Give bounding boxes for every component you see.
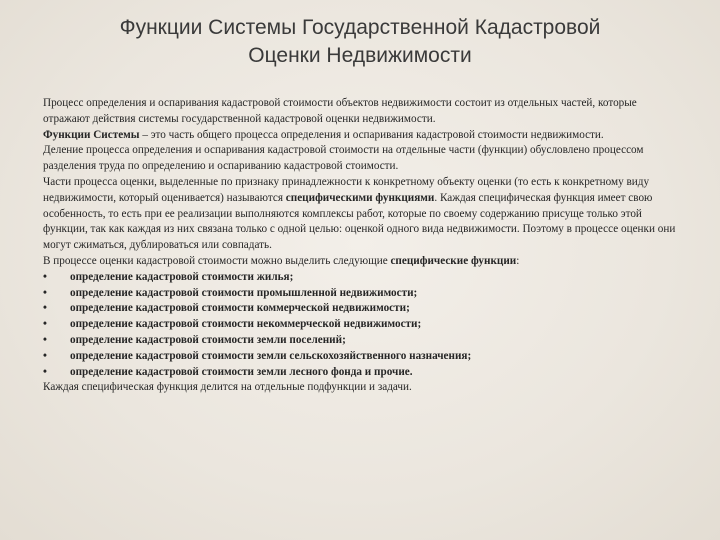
bullet-icon: • xyxy=(43,286,47,299)
definition-term: Функции Системы xyxy=(43,128,140,141)
specific-functions-list xyxy=(43,270,683,381)
division-paragraph: Деление процесса определения и оспаривания кадастровой стоимости на отдельные части (функции) обусловлено процессом разделения труда по определению и оспариванию кадастровой стоимости. xyxy=(43,144,644,173)
bullet-icon: • xyxy=(43,333,47,346)
list-intro-term: специфические функции xyxy=(390,254,517,267)
list-item xyxy=(43,286,683,302)
list-intro-paragraph xyxy=(43,254,683,270)
slide-title xyxy=(20,14,700,70)
list-item-text: определение кадастровой стоимости некоммерческой недвижимости; xyxy=(70,318,422,331)
list-item-text: определение кадастровой стоимости промышленной недвижимости; xyxy=(70,286,418,299)
list-item xyxy=(43,333,683,349)
list-item-text: определение кадастровой стоимости земли лесного фонда и прочие. xyxy=(70,365,413,378)
list-item xyxy=(43,301,683,317)
list-item-text: определение кадастровой стоимости жилья; xyxy=(70,270,294,283)
list-intro-before: В процессе оценки кадастровой стоимости можно выделить следующие xyxy=(43,254,391,267)
slide-body xyxy=(43,96,683,396)
specific-term: специфическими функциями xyxy=(285,191,435,204)
specific-text-after: . Каждая специфическая функция имеет свою особенность, то есть при ее реализации выполняются комплексы работ, которые по своему содержанию присуще только этой функции, так как каждая из них связана только с одной целью: оценкой одного вида недвижимости. Поэтому в процессе оценки они могут сжиматься, дублироваться или совпадать. xyxy=(43,191,676,252)
closing-paragraph: Каждая специфическая функция делится на отдельные подфункции и задачи. xyxy=(43,381,412,394)
bullet-icon: • xyxy=(43,270,47,283)
bullet-icon: • xyxy=(43,349,47,362)
list-item xyxy=(43,270,683,286)
list-item xyxy=(43,317,683,333)
list-item-text: определение кадастровой стоимости коммерческой недвижимости; xyxy=(70,302,410,315)
title-line-2: Оценки Недвижимости xyxy=(248,44,472,67)
bullet-icon: • xyxy=(43,318,47,331)
specific-text-before: Части процесса оценки, выделенные по признаку принадлежности к конкретному объекту оценки (то есть к конкретному виду недвижимости, который оценивается) называются xyxy=(43,175,650,204)
definition-text: – это часть общего процесса определения и оспаривания кадастровой стоимости недвижимости. xyxy=(139,128,604,141)
list-item-text: определение кадастровой стоимости земли поселений; xyxy=(70,333,346,346)
list-intro-after: : xyxy=(516,254,520,267)
bullet-icon: • xyxy=(43,365,47,378)
definition-paragraph xyxy=(43,128,683,144)
list-item xyxy=(43,349,683,365)
list-item-text: определение кадастровой стоимости земли сельскохозяйственного назначения; xyxy=(70,349,472,362)
specific-functions-paragraph xyxy=(43,175,683,254)
title-line-1: Функции Системы Государственной Кадастровой xyxy=(119,16,601,39)
list-item xyxy=(43,365,683,381)
intro-paragraph: Процесс определения и оспаривания кадастровой стоимости объектов недвижимости состоит из отдельных частей, которые отражают действия системы государственной кадастровой оценки недвижимости. xyxy=(43,97,637,125)
bullet-icon: • xyxy=(43,302,47,315)
